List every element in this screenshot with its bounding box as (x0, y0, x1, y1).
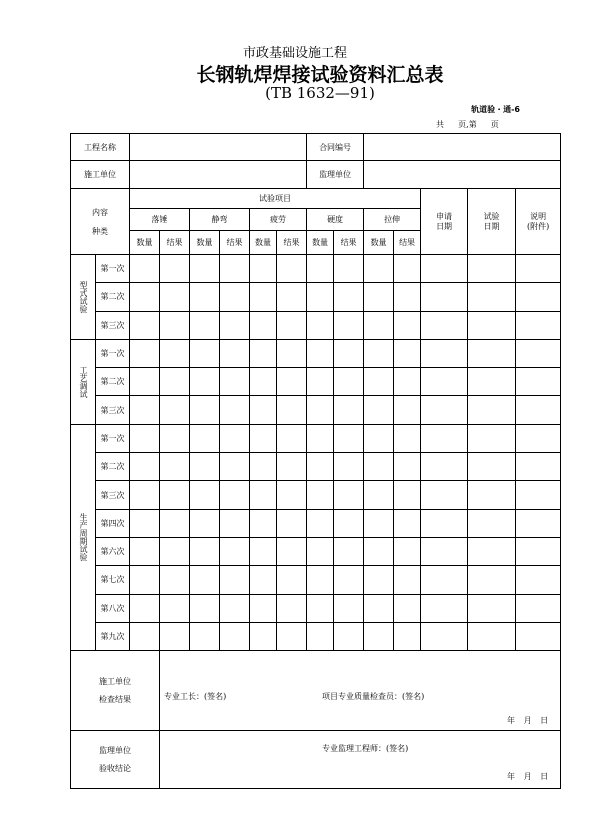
data-cell[interactable] (130, 311, 160, 339)
result-header: 结果 (160, 231, 190, 255)
table-row (71, 339, 561, 367)
data-cell[interactable] (468, 311, 516, 339)
table-row (71, 594, 561, 622)
data-cell[interactable] (160, 255, 190, 283)
data-cell[interactable] (394, 283, 421, 311)
data-cell[interactable] (468, 537, 516, 565)
data-cell[interactable] (334, 453, 364, 481)
contract-no-label: 合同编号 (307, 134, 364, 161)
data-cell[interactable] (468, 283, 516, 311)
data-cell[interactable] (307, 594, 334, 622)
data-cell[interactable] (468, 509, 516, 537)
data-cell[interactable] (307, 537, 334, 565)
table-row (71, 537, 561, 565)
data-cell[interactable] (220, 339, 250, 367)
data-cell[interactable] (277, 424, 307, 452)
data-cell[interactable] (394, 481, 421, 509)
data-cell[interactable] (334, 537, 364, 565)
data-cell[interactable] (394, 566, 421, 594)
attempt-label: 第三次 (96, 311, 130, 339)
data-cell[interactable] (190, 537, 220, 565)
data-cell[interactable] (334, 594, 364, 622)
qty-header: 数量 (130, 231, 160, 255)
data-cell[interactable] (190, 255, 220, 283)
data-cell[interactable] (468, 424, 516, 452)
data-cell[interactable] (307, 339, 334, 367)
data-cell[interactable] (130, 255, 160, 283)
qty-header: 数量 (307, 231, 334, 255)
data-cell[interactable] (394, 396, 421, 424)
document-supertitle: 市政基础设施工程 (242, 46, 347, 61)
data-cell[interactable] (307, 311, 334, 339)
data-cell[interactable] (250, 311, 277, 339)
data-cell[interactable] (516, 453, 561, 481)
data-cell[interactable] (277, 622, 307, 650)
result-header: 结果 (220, 231, 250, 255)
supervision-footer-label (71, 731, 160, 789)
data-cell[interactable] (394, 594, 421, 622)
data-cell[interactable] (220, 424, 250, 452)
data-cell[interactable] (364, 311, 394, 339)
data-cell[interactable] (160, 396, 190, 424)
construction-label-line1: 施工单位 (99, 677, 131, 687)
data-cell[interactable] (220, 537, 250, 565)
attempt-label: 第二次 (96, 283, 130, 311)
quality-inspector-signature: 项目专业质量检查员：(签名) (322, 692, 425, 702)
test-items-header: 试验项目 (130, 189, 421, 209)
data-cell[interactable] (516, 594, 561, 622)
standard-reference: (TB 1632—91) (265, 84, 375, 102)
data-cell[interactable] (277, 368, 307, 396)
data-cell[interactable] (307, 396, 334, 424)
test-date-header (468, 189, 516, 255)
data-cell[interactable] (394, 424, 421, 452)
page-info: 共 页,第 页 (436, 120, 499, 129)
test-date-line1: 试验 (483, 212, 500, 222)
data-cell[interactable] (277, 255, 307, 283)
data-cell[interactable] (190, 339, 220, 367)
data-cell[interactable] (130, 396, 160, 424)
data-cell[interactable] (160, 566, 190, 594)
data-cell[interactable] (516, 481, 561, 509)
data-cell[interactable] (220, 255, 250, 283)
result-header: 结果 (277, 231, 307, 255)
construction-date: 年 月 日 (507, 716, 549, 726)
construction-label-line2: 检查结果 (99, 694, 131, 704)
data-cell[interactable] (421, 622, 468, 650)
data-cell[interactable] (277, 566, 307, 594)
data-cell[interactable] (130, 509, 160, 537)
data-cell[interactable] (250, 339, 277, 367)
construction-unit-value[interactable] (130, 161, 307, 189)
data-cell[interactable] (160, 509, 190, 537)
data-cell[interactable] (307, 424, 334, 452)
project-name-value[interactable] (130, 134, 307, 161)
data-cell[interactable] (421, 339, 468, 367)
qty-header: 数量 (364, 231, 394, 255)
data-cell[interactable] (250, 537, 277, 565)
data-cell[interactable] (334, 311, 364, 339)
data-cell[interactable] (364, 283, 394, 311)
table-row (71, 622, 561, 650)
data-cell[interactable] (190, 622, 220, 650)
data-cell[interactable] (190, 396, 220, 424)
contract-no-value[interactable] (364, 134, 561, 161)
data-cell[interactable] (277, 594, 307, 622)
data-cell[interactable] (394, 453, 421, 481)
data-cell[interactable] (364, 594, 394, 622)
data-cell[interactable] (250, 424, 277, 452)
data-cell[interactable] (220, 594, 250, 622)
test-name-header: 静弯 (190, 209, 250, 231)
data-cell[interactable] (421, 481, 468, 509)
data-cell[interactable] (160, 537, 190, 565)
supervision-footer-row (71, 731, 561, 789)
construction-footer-label (71, 651, 160, 731)
data-cell[interactable] (364, 622, 394, 650)
attempt-label: 第三次 (96, 481, 130, 509)
data-cell[interactable] (334, 368, 364, 396)
group-label-text: 型式试验 (79, 280, 88, 313)
data-cell[interactable] (334, 509, 364, 537)
qty-header: 数量 (250, 231, 277, 255)
data-cell[interactable] (277, 339, 307, 367)
test-name-header: 硬度 (307, 209, 364, 231)
data-cell[interactable] (334, 339, 364, 367)
data-cell[interactable] (516, 537, 561, 565)
supervision-label-line1: 监理单位 (99, 746, 131, 756)
test-date-line2: 日期 (483, 221, 500, 231)
remarks-line2: (附件) (526, 221, 550, 231)
data-cell[interactable] (190, 368, 220, 396)
data-cell[interactable] (516, 368, 561, 396)
test-name-header: 疲劳 (250, 209, 307, 231)
data-cell[interactable] (130, 283, 160, 311)
table-row (71, 566, 561, 594)
data-cell[interactable] (190, 453, 220, 481)
data-cell[interactable] (516, 509, 561, 537)
data-cell[interactable] (421, 396, 468, 424)
data-cell[interactable] (421, 368, 468, 396)
data-cell[interactable] (190, 424, 220, 452)
data-cell[interactable] (130, 481, 160, 509)
data-cell[interactable] (130, 453, 160, 481)
attempt-label: 第二次 (96, 368, 130, 396)
construction-footer-row (71, 651, 561, 731)
table-row (71, 368, 561, 396)
data-cell[interactable] (130, 537, 160, 565)
summary-table (70, 133, 561, 789)
data-cell[interactable] (334, 622, 364, 650)
table-row (71, 255, 561, 283)
data-cell[interactable] (220, 509, 250, 537)
data-cell[interactable] (394, 255, 421, 283)
data-cell[interactable] (468, 453, 516, 481)
group-label-text: 生产周期试验 (79, 513, 88, 562)
attempt-label: 第九次 (96, 622, 130, 650)
data-cell[interactable] (394, 537, 421, 565)
data-cell[interactable] (250, 481, 277, 509)
attempt-label: 第八次 (96, 594, 130, 622)
data-cell[interactable] (250, 509, 277, 537)
content-label: 内容 (92, 207, 108, 217)
data-cell[interactable] (130, 339, 160, 367)
data-cell[interactable] (220, 396, 250, 424)
foreman-signature: 专业工长：(签名) (164, 692, 227, 702)
data-cell[interactable] (190, 566, 220, 594)
data-cell[interactable] (220, 283, 250, 311)
data-cell[interactable] (394, 509, 421, 537)
data-cell[interactable] (160, 594, 190, 622)
apply-date-line2: 日期 (436, 221, 453, 231)
data-cell[interactable] (364, 368, 394, 396)
data-cell[interactable] (277, 283, 307, 311)
attempt-label: 第三次 (96, 396, 130, 424)
data-cell[interactable] (394, 339, 421, 367)
supervision-unit-value[interactable] (364, 161, 561, 189)
data-cell[interactable] (220, 453, 250, 481)
data-cell[interactable] (277, 509, 307, 537)
form-code: 轨道验・通-6 (471, 105, 520, 114)
data-cell[interactable] (130, 594, 160, 622)
table-row (71, 283, 561, 311)
table-row (71, 424, 561, 452)
table-row (71, 453, 561, 481)
attempt-label: 第二次 (96, 453, 130, 481)
data-cell[interactable] (421, 255, 468, 283)
data-cell[interactable] (190, 481, 220, 509)
data-cell[interactable] (307, 622, 334, 650)
data-cell[interactable] (468, 339, 516, 367)
data-cell[interactable] (190, 594, 220, 622)
data-cell[interactable] (516, 396, 561, 424)
data-cell[interactable] (468, 622, 516, 650)
construction-signature-area[interactable] (160, 651, 561, 731)
test-name-header: 落锤 (130, 209, 190, 231)
data-cell[interactable] (364, 509, 394, 537)
data-cell[interactable] (364, 339, 394, 367)
attempt-label: 第一次 (96, 424, 130, 452)
attempt-label: 第四次 (96, 509, 130, 537)
data-cell[interactable] (277, 481, 307, 509)
data-cell[interactable] (364, 537, 394, 565)
supervising-engineer-signature: 专业监理工程师：(签名) (322, 744, 409, 754)
data-cell[interactable] (334, 396, 364, 424)
data-cell[interactable] (421, 537, 468, 565)
data-cell[interactable] (364, 481, 394, 509)
attempt-label: 第六次 (96, 537, 130, 565)
data-cell[interactable] (160, 481, 190, 509)
table-row (71, 396, 561, 424)
category-label: 种类 (92, 226, 108, 236)
group-label (71, 255, 96, 340)
data-cell[interactable] (516, 566, 561, 594)
document-title: 长钢轨焊焊接试验资料汇总表 (196, 64, 444, 86)
data-cell[interactable] (160, 424, 190, 452)
data-cell[interactable] (277, 453, 307, 481)
data-cell[interactable] (421, 566, 468, 594)
data-cell[interactable] (220, 566, 250, 594)
data-cell[interactable] (394, 311, 421, 339)
data-cell[interactable] (468, 396, 516, 424)
data-cell[interactable] (468, 594, 516, 622)
data-cell[interactable] (250, 453, 277, 481)
data-cell[interactable] (307, 509, 334, 537)
data-cell[interactable] (516, 424, 561, 452)
data-cell[interactable] (307, 255, 334, 283)
data-cell[interactable] (364, 453, 394, 481)
table-row (71, 481, 561, 509)
data-cell[interactable] (394, 368, 421, 396)
data-cell[interactable] (421, 594, 468, 622)
data-cell[interactable] (364, 396, 394, 424)
data-cell[interactable] (421, 283, 468, 311)
data-cell[interactable] (468, 481, 516, 509)
project-name-label: 工程名称 (71, 134, 130, 161)
data-cell[interactable] (516, 255, 561, 283)
data-cell[interactable] (468, 255, 516, 283)
data-cell[interactable] (307, 368, 334, 396)
data-cell[interactable] (250, 396, 277, 424)
data-cell[interactable] (160, 622, 190, 650)
data-cell[interactable] (277, 537, 307, 565)
data-cell[interactable] (364, 424, 394, 452)
data-cell[interactable] (277, 396, 307, 424)
table-row (71, 311, 561, 339)
data-cell[interactable] (220, 481, 250, 509)
apply-date-line1: 申请 (436, 212, 453, 222)
apply-date-header (421, 189, 468, 255)
data-cell[interactable] (190, 509, 220, 537)
data-cell[interactable] (250, 622, 277, 650)
data-cell[interactable] (250, 566, 277, 594)
result-header: 结果 (334, 231, 364, 255)
data-cell[interactable] (220, 311, 250, 339)
data-cell[interactable] (516, 622, 561, 650)
construction-unit-label: 施工单位 (71, 161, 130, 189)
data-cell[interactable] (190, 283, 220, 311)
attempt-label: 第一次 (96, 255, 130, 283)
data-cell[interactable] (130, 368, 160, 396)
result-header: 结果 (394, 231, 421, 255)
data-cell[interactable] (421, 311, 468, 339)
data-cell[interactable] (220, 368, 250, 396)
data-cell[interactable] (516, 339, 561, 367)
test-name-header: 拉伸 (364, 209, 421, 231)
data-cell[interactable] (160, 311, 190, 339)
data-cell[interactable] (421, 424, 468, 452)
data-cell[interactable] (307, 566, 334, 594)
data-cell[interactable] (394, 622, 421, 650)
content-category-header (71, 189, 130, 255)
supervision-label-line2: 验收结论 (99, 763, 131, 773)
remarks-header (516, 189, 561, 255)
data-cell[interactable] (160, 283, 190, 311)
data-cell[interactable] (250, 283, 277, 311)
qty-header: 数量 (190, 231, 220, 255)
data-cell[interactable] (334, 255, 364, 283)
data-cell[interactable] (307, 453, 334, 481)
data-cell[interactable] (277, 311, 307, 339)
data-cell[interactable] (334, 424, 364, 452)
attempt-label: 第七次 (96, 566, 130, 594)
supervision-date: 年 月 日 (507, 772, 549, 782)
data-cell[interactable] (468, 566, 516, 594)
data-cell[interactable] (334, 283, 364, 311)
data-cell[interactable] (307, 481, 334, 509)
supervision-unit-label: 监理单位 (307, 161, 364, 189)
data-cell[interactable] (364, 255, 394, 283)
data-cell[interactable] (250, 594, 277, 622)
data-cell[interactable] (130, 424, 160, 452)
data-cell[interactable] (307, 283, 334, 311)
attempt-label: 第一次 (96, 339, 130, 367)
data-cell[interactable] (516, 283, 561, 311)
data-cell[interactable] (516, 311, 561, 339)
data-cell[interactable] (160, 339, 190, 367)
data-cell[interactable] (220, 622, 250, 650)
data-cell[interactable] (468, 368, 516, 396)
group-label-text: 工艺调试 (79, 365, 88, 398)
data-cell[interactable] (160, 368, 190, 396)
data-cell[interactable] (250, 368, 277, 396)
data-cell[interactable] (130, 566, 160, 594)
data-cell[interactable] (190, 311, 220, 339)
data-cell[interactable] (334, 481, 364, 509)
data-cell[interactable] (364, 566, 394, 594)
group-label (71, 424, 96, 650)
table-row (71, 509, 561, 537)
group-label (71, 339, 96, 424)
data-cell[interactable] (421, 453, 468, 481)
data-cell[interactable] (250, 255, 277, 283)
supervision-signature-area[interactable] (160, 731, 561, 789)
data-cell[interactable] (421, 509, 468, 537)
data-cell[interactable] (334, 566, 364, 594)
data-cell[interactable] (130, 622, 160, 650)
remarks-line1: 说明 (530, 212, 547, 222)
data-cell[interactable] (160, 453, 190, 481)
